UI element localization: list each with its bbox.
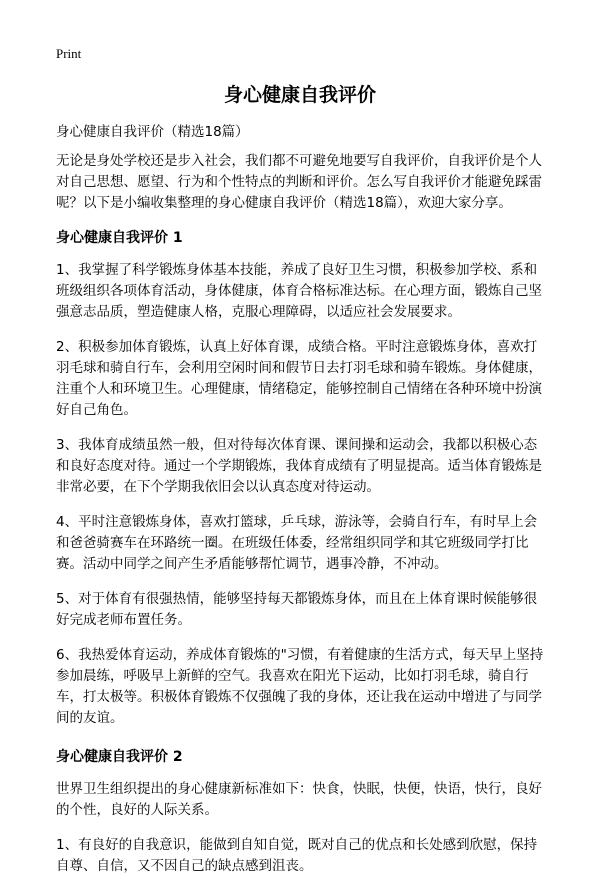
paragraph: 6、我热爱体育运动，养成体育锻炼的"习惯，有着健康的生活方式，每天早上坚持参加晨练，呼吸早上新鲜的空气。我喜欢在阳光下运动，比如打羽毛球，骑自行车，打太极等。积极体育锻炼不仅强魄了我的身体，还让我在运动中增进了与同学间的友谊。 [56,647,544,726]
paragraph: 1、有良好的自我意识，能做到自知自觉，既对自己的优点和长处感到欣慰，保持自尊、自信，又不因自己的缺点感到沮丧。 [56,837,538,874]
paragraph: 世界卫生组织提出的身心健康新标准如下：快食，快眠，快便，快语，快行，良好的个性，良好的人际关系。 [56,781,542,818]
paragraph: 5、对于体育有很强热情，能够坚持每天都锻炼身体，而且在上体育课时候能够很好完成老师布置任务。 [56,591,538,628]
paragraph: 3、我体育成绩虽然一般，但对待每次体育课、课间操和运动会，我都以积极心态和良好态度对待。通过一个学期锻炼，我体育成绩有了明显提高。适当体育锻炼是非常必要，在下个学期我依旧会以认真态度对待运动。 [56,437,542,495]
print-link[interactable]: Print [56,46,82,61]
paragraph: 1、我掌握了科学锻炼身体基本技能，养成了良好卫生习惯，积极参加学校、系和班级组织各项体育活动，身体健康，体育合格标准达标。在心理方面，锻炼自己坚强意志品质，塑造健康人格，克服心理障碍，以适应社会发展要求。 [56,262,542,320]
section-heading: 身心健康自我评价 2 [56,749,183,765]
paragraph: 2、积极参加体育锻炼，认真上好体育课，成绩合格。平时注意锻炼身体，喜欢打羽毛球和骑自行车，会利用空闲时间和假节日去打羽毛球和骑车锻炼。身体健康，注重个人和环境卫生。心理健康，情绪稳定，能够控制自己情绪在各种环境中扮演好自己角色。 [56,339,542,418]
section-1 [56,228,548,729]
paragraph: 4、平时注意锻炼身体，喜欢打篮球，乒乓球，游泳等，会骑自行车，有时早上会和爸爸骑赛车在环路统一圈。在班级任体委，经常组织同学和其它班级同学打比赛。活动中同学之间产生矛盾能够帮忙调节，遇事冷静，不冲动。 [56,514,538,572]
section-heading: 身心健康自我评价 1 [56,230,183,246]
intro-paragraph: 无论是身处学校还是步入社会，我们都不可避免地要写自我评价，自我评价是个人对自己思想、愿望、行为和个性特点的判断和评价。怎么写自我评价才能避免踩雷呢？以下是小编收集整理的身心健康自我评价（精选18篇），欢迎大家分享。 [56,153,542,211]
document-subtitle: 身心健康自我评价（精选18篇） [56,124,249,140]
section-2 [56,747,548,877]
document-body [56,122,548,891]
document-title: 身心健康自我评价 [223,84,376,106]
